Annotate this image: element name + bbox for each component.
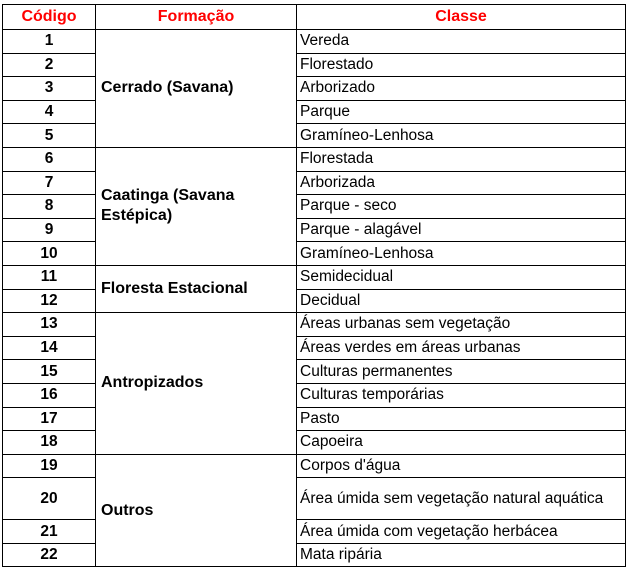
class-cell: Gramíneo-Lenhosa: [297, 242, 626, 266]
code-cell: 6: [3, 147, 96, 171]
class-cell: Arborizada: [297, 171, 626, 195]
table-row: [3, 454, 626, 478]
class-cell: Corpos d'água: [297, 454, 626, 478]
class-cell: Vereda: [297, 30, 626, 54]
class-cell: Parque - seco: [297, 195, 626, 219]
code-cell: 7: [3, 171, 96, 195]
table-body: [3, 30, 626, 567]
class-cell: Áreas urbanas sem vegetação: [297, 313, 626, 337]
formation-cell: Floresta Estacional: [96, 265, 297, 312]
code-cell: 3: [3, 77, 96, 101]
code-cell: 18: [3, 431, 96, 455]
code-cell: 9: [3, 218, 96, 242]
class-cell: Decidual: [297, 289, 626, 313]
code-cell: 1: [3, 30, 96, 54]
header-row: [3, 5, 626, 30]
formation-cell: Caatinga (Savana Estépica): [96, 147, 297, 265]
class-cell: Gramíneo-Lenhosa: [297, 124, 626, 148]
class-cell: Parque: [297, 100, 626, 124]
class-cell: Mata ripária: [297, 543, 626, 567]
class-cell: Culturas temporárias: [297, 383, 626, 407]
code-cell: 21: [3, 520, 96, 544]
code-cell: 2: [3, 53, 96, 77]
code-cell: 13: [3, 313, 96, 337]
class-cell: Semidecidual: [297, 265, 626, 289]
header-code: Código: [3, 5, 96, 30]
classification-table: [2, 4, 626, 567]
class-cell: Área úmida sem vegetação natural aquática: [297, 478, 626, 520]
formation-cell: Outros: [96, 454, 297, 567]
table-row: [3, 265, 626, 289]
class-cell: Arborizado: [297, 77, 626, 101]
class-cell: Parque - alagável: [297, 218, 626, 242]
code-cell: 10: [3, 242, 96, 266]
code-cell: 19: [3, 454, 96, 478]
class-cell: Florestado: [297, 53, 626, 77]
code-cell: 11: [3, 265, 96, 289]
table-row: [3, 30, 626, 54]
table-row: [3, 147, 626, 171]
class-cell: Pasto: [297, 407, 626, 431]
code-cell: 5: [3, 124, 96, 148]
code-cell: 8: [3, 195, 96, 219]
code-cell: 14: [3, 336, 96, 360]
header-formation: Formação: [96, 5, 297, 30]
code-cell: 16: [3, 383, 96, 407]
formation-cell: Antropizados: [96, 313, 297, 455]
code-cell: 12: [3, 289, 96, 313]
class-cell: Área úmida com vegetação herbácea: [297, 520, 626, 544]
code-cell: 20: [3, 478, 96, 520]
code-cell: 17: [3, 407, 96, 431]
code-cell: 4: [3, 100, 96, 124]
header-class: Classe: [297, 5, 626, 30]
class-cell: Capoeira: [297, 431, 626, 455]
formation-cell: Cerrado (Savana): [96, 30, 297, 148]
class-cell: Culturas permanentes: [297, 360, 626, 384]
table-row: [3, 313, 626, 337]
class-cell: Áreas verdes em áreas urbanas: [297, 336, 626, 360]
class-cell: Florestada: [297, 147, 626, 171]
code-cell: 22: [3, 543, 96, 567]
code-cell: 15: [3, 360, 96, 384]
